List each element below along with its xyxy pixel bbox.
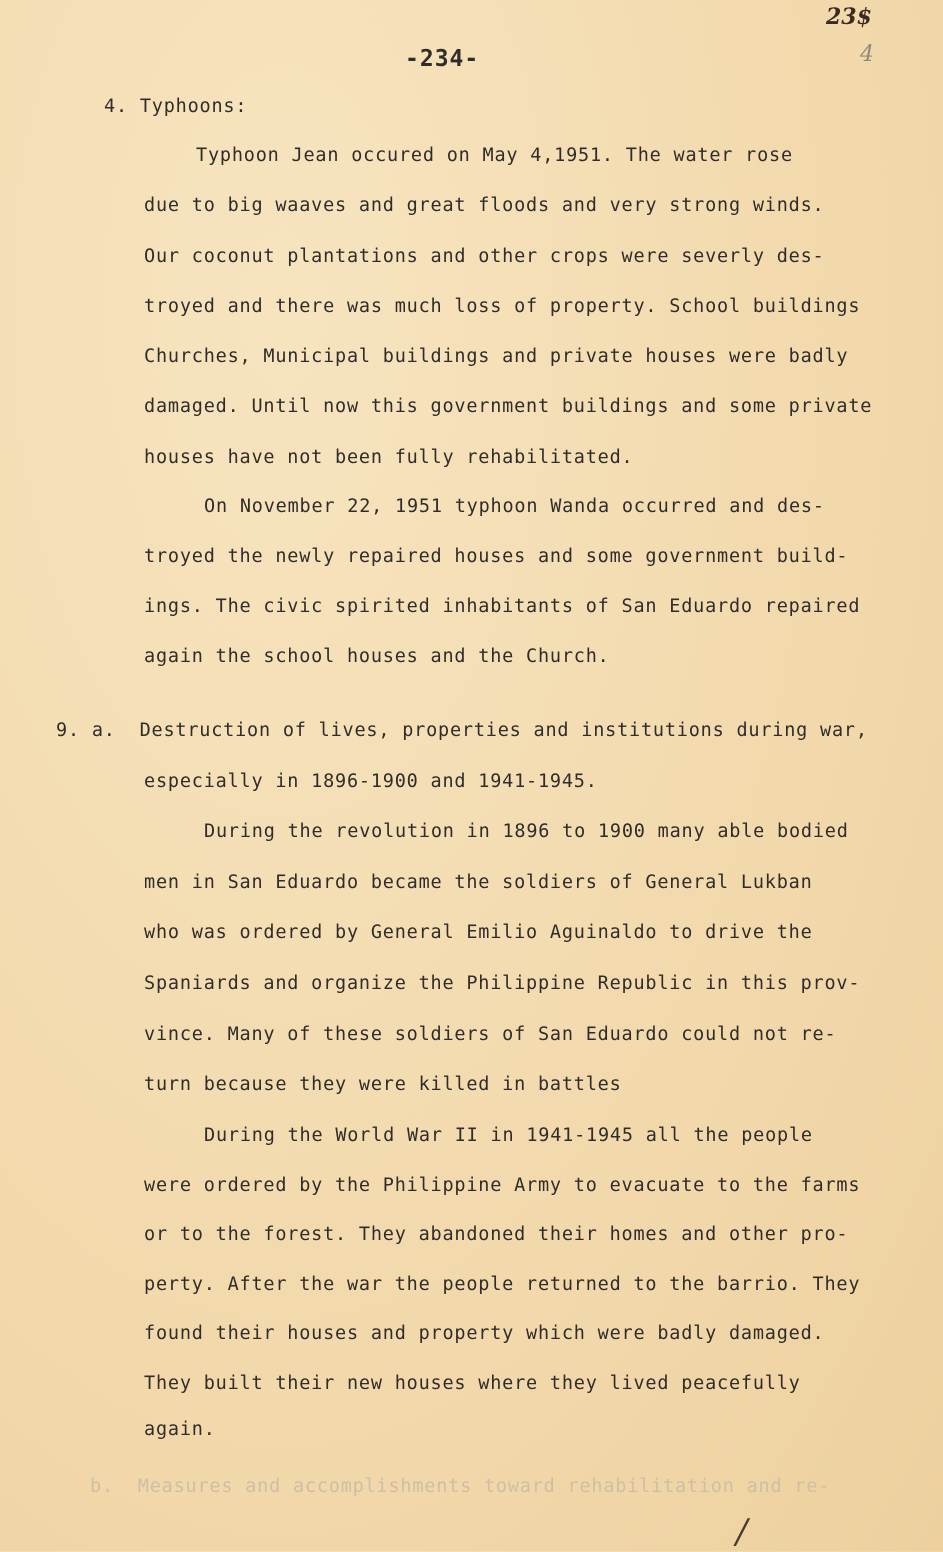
- paragraph-line: ings. The civic spirited inhabitants of San Eduardo repaired: [144, 596, 861, 617]
- paragraph-line: vince. Many of these soldiers of San Eduardo could not re-: [144, 1024, 837, 1045]
- paragraph-line: Our coconut plantations and other crops were severly des-: [144, 246, 825, 267]
- paragraph-line: again.: [144, 1419, 216, 1440]
- faded-section-heading-9b: b. Measures and accomplishments toward rehabilitation and re-: [90, 1476, 831, 1497]
- paragraph-line: damaged. Until now this government buildings and some private: [144, 396, 873, 417]
- paragraph-line: perty. After the war the people returned to the barrio. They: [144, 1274, 861, 1295]
- pen-mark: /: [736, 1512, 748, 1552]
- paragraph-line: due to big waaves and great floods and very strong winds.: [144, 195, 825, 216]
- section-heading-9a: 9. a. Destruction of lives, properties and institutions during war,: [56, 720, 868, 741]
- paragraph-line: Typhoon Jean occured on May 4,1951. The water rose: [196, 145, 793, 166]
- paragraph-line: During the World War II in 1941-1945 all the people: [204, 1125, 813, 1146]
- paragraph-line: turn because they were killed in battles: [144, 1074, 622, 1095]
- paragraph-line: who was ordered by General Emilio Aguinaldo to drive the: [144, 922, 813, 943]
- paragraph-line: again the school houses and the Church.: [144, 646, 610, 667]
- paragraph-line: Churches, Municipal buildings and private houses were badly: [144, 346, 849, 367]
- paragraph-line: troyed and there was much loss of property. School buildings: [144, 296, 861, 317]
- paragraph-line: especially in 1896-1900 and 1941-1945.: [144, 771, 598, 792]
- page-number: -234-: [405, 46, 480, 72]
- paragraph-line: On November 22, 1951 typhoon Wanda occurred and des-: [204, 496, 825, 517]
- paragraph-line: troyed the newly repaired houses and some government build-: [144, 546, 849, 567]
- section-heading-typhoons: 4. Typhoons:: [104, 96, 248, 117]
- paragraph-line: found their houses and property which were badly damaged.: [144, 1323, 825, 1344]
- stamped-page-number: 23$: [826, 4, 872, 30]
- paragraph-line: They built their new houses where they lived peacefully: [144, 1373, 801, 1394]
- pencil-mark: 4: [860, 42, 874, 67]
- paragraph-line: Spaniards and organize the Philippine Republic in this prov-: [144, 973, 861, 994]
- paragraph-line: houses have not been fully rehabilitated.: [144, 447, 634, 468]
- paragraph-line: During the revolution in 1896 to 1900 many able bodied: [204, 821, 849, 842]
- paragraph-line: men in San Eduardo became the soldiers of General Lukban: [144, 872, 813, 893]
- paragraph-line: or to the forest. They abandoned their homes and other pro-: [144, 1224, 849, 1245]
- paragraph-line: were ordered by the Philippine Army to evacuate to the farms: [144, 1175, 861, 1196]
